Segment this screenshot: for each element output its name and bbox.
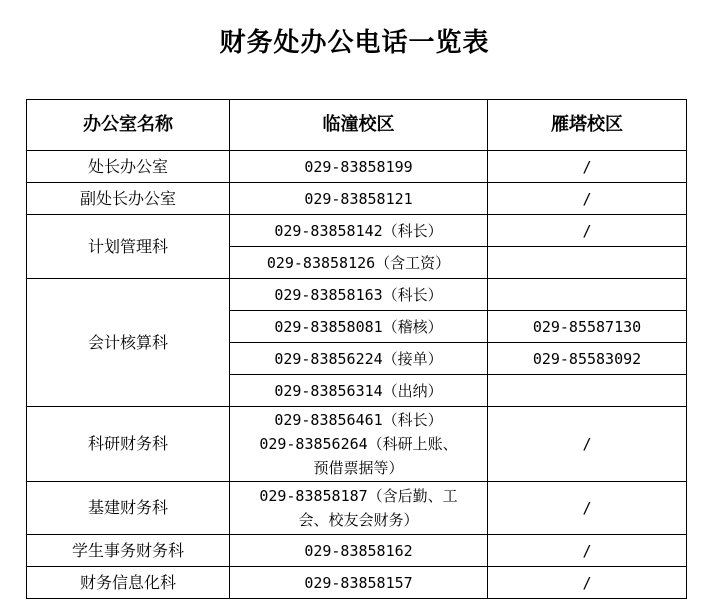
- table-row: [27, 183, 687, 215]
- table-row: [27, 407, 687, 482]
- lintong-phone-cell: 029-83856314（出纳）: [230, 375, 488, 407]
- yanta-phone-cell: /: [488, 482, 687, 535]
- office-name-cell: 学生事务财务科: [27, 535, 230, 567]
- table-row: [27, 535, 687, 567]
- office-name-cell: 财务信息化科: [27, 567, 230, 599]
- lintong-phone-cell: 029-83858163（科长）: [230, 279, 488, 311]
- office-name-cell: 处长办公室: [27, 151, 230, 183]
- lintong-phone-cell: 029-83858162: [230, 535, 488, 567]
- lintong-phone-cell: [230, 407, 488, 482]
- lintong-phone-cell: 029-83858126（含工资）: [230, 247, 488, 279]
- header-office-name: 办公室名称: [27, 100, 230, 151]
- yanta-phone-cell: /: [488, 535, 687, 567]
- phone-line: 会、校友会财务）: [298, 511, 419, 529]
- yanta-phone-cell: [488, 279, 687, 311]
- phone-line: 029-83856264（科研上账、: [259, 435, 458, 453]
- yanta-phone-cell: /: [488, 215, 687, 247]
- phone-line: 预借票据等）: [313, 459, 404, 477]
- lintong-phone-cell: [230, 482, 488, 535]
- yanta-phone-cell: 029-85583092: [488, 343, 687, 375]
- yanta-phone-cell: /: [488, 567, 687, 599]
- page-title: 财务处办公电话一览表: [219, 28, 490, 58]
- header-yanta-campus: 雁塔校区: [488, 100, 687, 151]
- office-name-cell: 基建财务科: [27, 482, 230, 535]
- yanta-phone-cell: /: [488, 183, 687, 215]
- yanta-phone-cell: /: [488, 407, 687, 482]
- yanta-phone-cell: [488, 247, 687, 279]
- table-row: [27, 482, 687, 535]
- lintong-phone-cell: 029-83858157: [230, 567, 488, 599]
- phone-line: 029-83856461（科长）: [274, 411, 443, 429]
- lintong-phone-cell: 029-83856224（接单）: [230, 343, 488, 375]
- yanta-phone-cell: [488, 375, 687, 407]
- office-name-cell: 科研财务科: [27, 407, 230, 482]
- yanta-phone-cell: /: [488, 151, 687, 183]
- lintong-phone-cell: 029-83858121: [230, 183, 488, 215]
- table-row: [27, 151, 687, 183]
- table-header-row: [27, 100, 687, 151]
- office-name-cell: 副处长办公室: [27, 183, 230, 215]
- phone-line: 029-83858187（含后勤、工: [259, 487, 458, 505]
- lintong-phone-cell: 029-83858081（稽核）: [230, 311, 488, 343]
- header-lintong-campus: 临潼校区: [230, 100, 488, 151]
- yanta-phone-cell: 029-85587130: [488, 311, 687, 343]
- table-row: [27, 279, 687, 311]
- lintong-phone-cell: 029-83858199: [230, 151, 488, 183]
- table-row: [27, 567, 687, 599]
- lintong-phone-cell: 029-83858142（科长）: [230, 215, 488, 247]
- office-name-cell: 会计核算科: [27, 279, 230, 407]
- table-row: [27, 215, 687, 247]
- office-name-cell: 计划管理科: [27, 215, 230, 279]
- phone-directory-table: [26, 99, 687, 599]
